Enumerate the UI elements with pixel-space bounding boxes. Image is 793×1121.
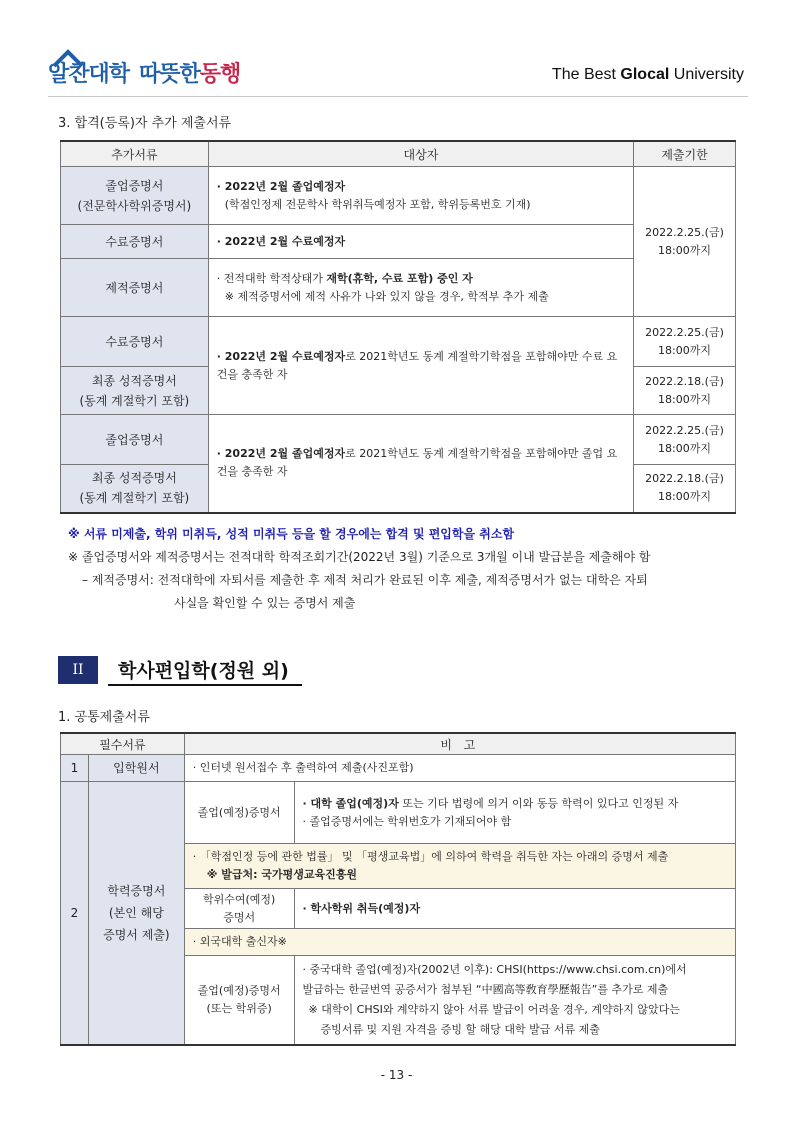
content-line: (학점인정제 전문학사 학위취득예정자 포함, 학위등록번호 기재) [224,197,531,211]
deadline-cell: 2022.2.25.(금) 18:00까지 [634,415,736,465]
table-row [61,782,736,844]
subsection-title: 1. 공통제출서류 [58,710,150,725]
content-line: ※ 제적증명서에 제적 사유가 나와 있지 않을 경우, 학적부 추가 제출 [224,289,549,303]
sub-document-label: 졸업(예정)증명서 [184,782,294,844]
section-number-badge: II [58,656,98,684]
column-header: 필수서류 [61,733,185,755]
row-label: 학력증명서 (본인 해당 증명서 제출) [88,782,184,1046]
row-content [294,956,735,1046]
page-header [48,44,748,92]
row-content: · 외국대학 출신자※ [184,929,735,956]
content-line: · 중국대학 졸업(예정)자(2002년 이후): CHSI(https://www.chsi.com.cn)에서 [302,963,687,976]
common-documents-table [60,732,736,1046]
table-row [61,317,736,367]
notes-block [68,523,748,615]
house-roof-icon [52,48,96,68]
row-label: 수료증명서 [61,317,209,367]
deadline-cell: 2022.2.25.(금) 18:00까지 [634,167,736,317]
note-line: – 제적증명서: 전적대학에 자퇴서를 제출한 후 제적 처리가 완료된 이후 제출, 제적증명서가 없는 대학은 자퇴 [82,573,648,587]
sub-document-label: 졸업(예정)증명서 (또는 학위증) [184,956,294,1046]
deadline-cell: 2022.2.18.(금) 18:00까지 [634,367,736,415]
row-label: 졸업증명서 (전문학사학위증명서) [61,167,209,225]
row-content: · 인터넷 원서접수 후 출력하여 제출(사진포함) [184,755,735,782]
sub-document-label: 학위수여(예정) 증명서 [184,889,294,929]
row-label: 수료증명서 [61,225,209,259]
content-line: · 졸업증명서에는 학위번호가 기재되어야 함 [302,814,512,828]
column-header: 추가서류 [61,141,209,167]
row-label: 입학원서 [88,755,184,782]
row-content: · 2022년 2월 수료예정자 [208,225,633,259]
logo-text-right: 동행 [199,62,241,87]
row-content [208,259,633,317]
table-header-row [61,141,736,167]
table-header-row [61,733,736,755]
cancel-warning: ※ 서류 미제출, 학위 미취득, 성적 미취득 등을 할 경우에는 합격 및 편입학을 취소함 [68,527,515,541]
row-label: 최종 성적증명서 (동계 계절학기 포함) [61,465,209,513]
content-line: · 대학 졸업(예정)자 또는 기타 법령에 의거 이와 동등 학력이 있다고 인정된 자 [302,796,679,810]
table-row [61,167,736,225]
table-row [61,415,736,465]
page-number: - 13 - [380,1068,413,1082]
header-divider [48,96,748,97]
row-content [208,167,633,225]
section-ii-heading [58,656,302,686]
row-content [184,844,735,889]
row-content: · 2022년 2월 졸업예정자로 2021학년도 동계 계절학기학점을 포함해야만 졸업 요건을 충족한 자 [208,415,633,513]
content-line: · 「학점인정 등에 관한 법률」 및 「평생교육법」에 의하여 학력을 취득한 자는 아래의 증명서 제출 [192,850,669,863]
row-content [294,782,735,844]
column-header: 제출기한 [634,141,736,167]
content-line: ※ 발급처: 국가평생교육진흥원 [206,868,358,881]
content-line: ※ 대학이 CHSI와 계약하지 않아 서류 발급이 어려울 경우, 계약하지 않았다는 [308,1003,680,1016]
row-content: · 학사학위 취득(예정)자 [294,889,735,929]
deadline-cell: 2022.2.18.(금) 18:00까지 [634,465,736,513]
row-label: 최종 성적증명서 (동계 계절학기 포함) [61,367,209,415]
tagline: The Best Glocal University [551,66,744,83]
content-line: 증빙서류 및 지원 자격을 증빙 할 해당 대학 발급 서류 제출 [320,1023,600,1036]
row-number: 1 [61,755,89,782]
additional-documents-table [60,140,736,514]
logo-text-left: 알찬대학 [48,62,130,87]
logo-text-mid: 따뜻한 [139,62,200,87]
university-logo [48,48,240,88]
column-header: 대상자 [208,141,633,167]
row-number: 2 [61,782,89,1046]
content-line: · 2022년 2월 졸업예정자 [216,179,346,193]
note-line: 사실을 확인할 수 있는 증명서 제출 [174,596,356,610]
row-content: · 2022년 2월 수료예정자로 2021학년도 동계 계절학기학점을 포함해야만 수료 요건을 충족한 자 [208,317,633,415]
section-ii-title: 학사편입학(정원 외) [118,660,289,682]
row-label: 졸업증명서 [61,415,209,465]
table-row [61,755,736,782]
deadline-cell: 2022.2.25.(금) 18:00까지 [634,317,736,367]
column-header: 비 고 [184,733,735,755]
content-line: · 전적대학 학적상태가 재학(휴학, 수료 포함) 중인 자 [216,271,473,285]
note-line: ※ 졸업증명서와 제적증명서는 전적대학 학적조회기간(2022년 3월) 기준으로 3개월 이내 발급분을 제출해야 함 [68,550,651,564]
title-underline [108,684,302,686]
section-3-title: 3. 합격(등록)자 추가 제출서류 [58,116,232,131]
row-label: 제적증명서 [61,259,209,317]
content-line: 발급하는 한글번역 공증서가 첨부된 “中國高等敎育學歷報告”를 추가로 제출 [302,983,669,996]
